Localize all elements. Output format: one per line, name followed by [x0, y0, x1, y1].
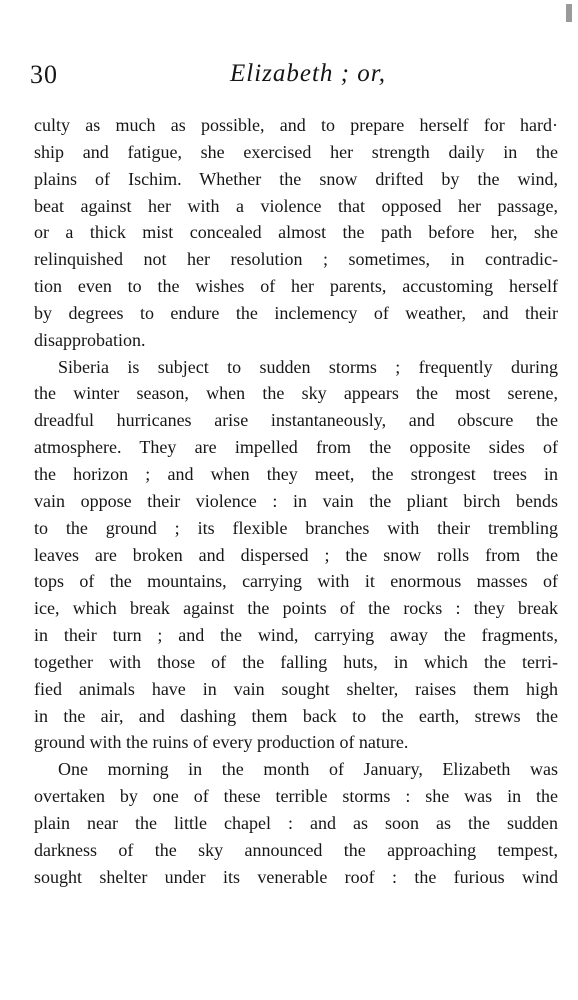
text-line: or a thick mist concealed almost the path before her, she [34, 222, 558, 243]
text-line: tion even to the wishes of her parents, accustoming herself [34, 276, 558, 297]
text-line: ice, which break against the points of the rocks : they break [34, 598, 558, 619]
page-number: 30 [30, 60, 58, 89]
text-line: dreadful hurricanes arise instantaneously, and obscure the [34, 410, 558, 431]
body-text [34, 112, 558, 890]
text-line: atmosphere. They are impelled from the opposite sides of [34, 437, 558, 458]
text-line: overtaken by one of these terrible storms : she was in the [34, 786, 558, 807]
text-line: together with those of the falling huts, in which the terri- [34, 651, 558, 672]
text-line: relinquished not her resolution ; sometimes, in contradic- [34, 249, 558, 270]
text-line: ground with the ruins of every production of nature. [34, 732, 409, 753]
text-line: tops of the mountains, carrying with it enormous masses of [34, 571, 558, 592]
text-line: the winter season, when the sky appears the most serene, [34, 383, 558, 404]
text-line: by degrees to endure the inclemency of weather, and their [34, 302, 558, 323]
text-line: sought shelter under its venerable roof : the furious wind [34, 866, 558, 887]
text-line: ship and fatigue, she exercised her strength daily in the [34, 141, 558, 162]
page-header [30, 60, 560, 100]
running-head: Elizabeth ; or, [230, 60, 386, 87]
text-line: the horizon ; and when they meet, the strongest trees in [34, 463, 558, 484]
text-line: leaves are broken and dispersed ; the snow rolls from the [34, 544, 558, 565]
text-line: vain oppose their violence : in vain the pliant birch bends [34, 490, 558, 511]
text-line: in their turn ; and the wind, carrying away the fragments, [34, 625, 558, 646]
text-line: One morning in the month of January, Elizabeth was [58, 759, 558, 780]
text-line: Siberia is subject to sudden storms ; frequently during [58, 356, 558, 377]
text-line: beat against her with a violence that opposed her passage, [34, 195, 558, 216]
text-line: fied animals have in vain sought shelter, raises them high [34, 678, 558, 699]
text-line: culty as much as possible, and to prepare herself for hard· [34, 115, 558, 135]
text-line: to the ground ; its flexible branches with their trembling [34, 517, 558, 538]
page-edge-mark [566, 4, 572, 22]
text-line: disapprobation. [34, 329, 146, 350]
text-line: plain near the little chapel : and as soon as the sudden [34, 812, 558, 833]
text-line: in the air, and dashing them back to the earth, strews the [34, 705, 558, 726]
text-line: plains of Ischim. Whether the snow drifted by the wind, [34, 168, 558, 189]
text-line: darkness of the sky announced the approaching tempest, [34, 839, 558, 860]
